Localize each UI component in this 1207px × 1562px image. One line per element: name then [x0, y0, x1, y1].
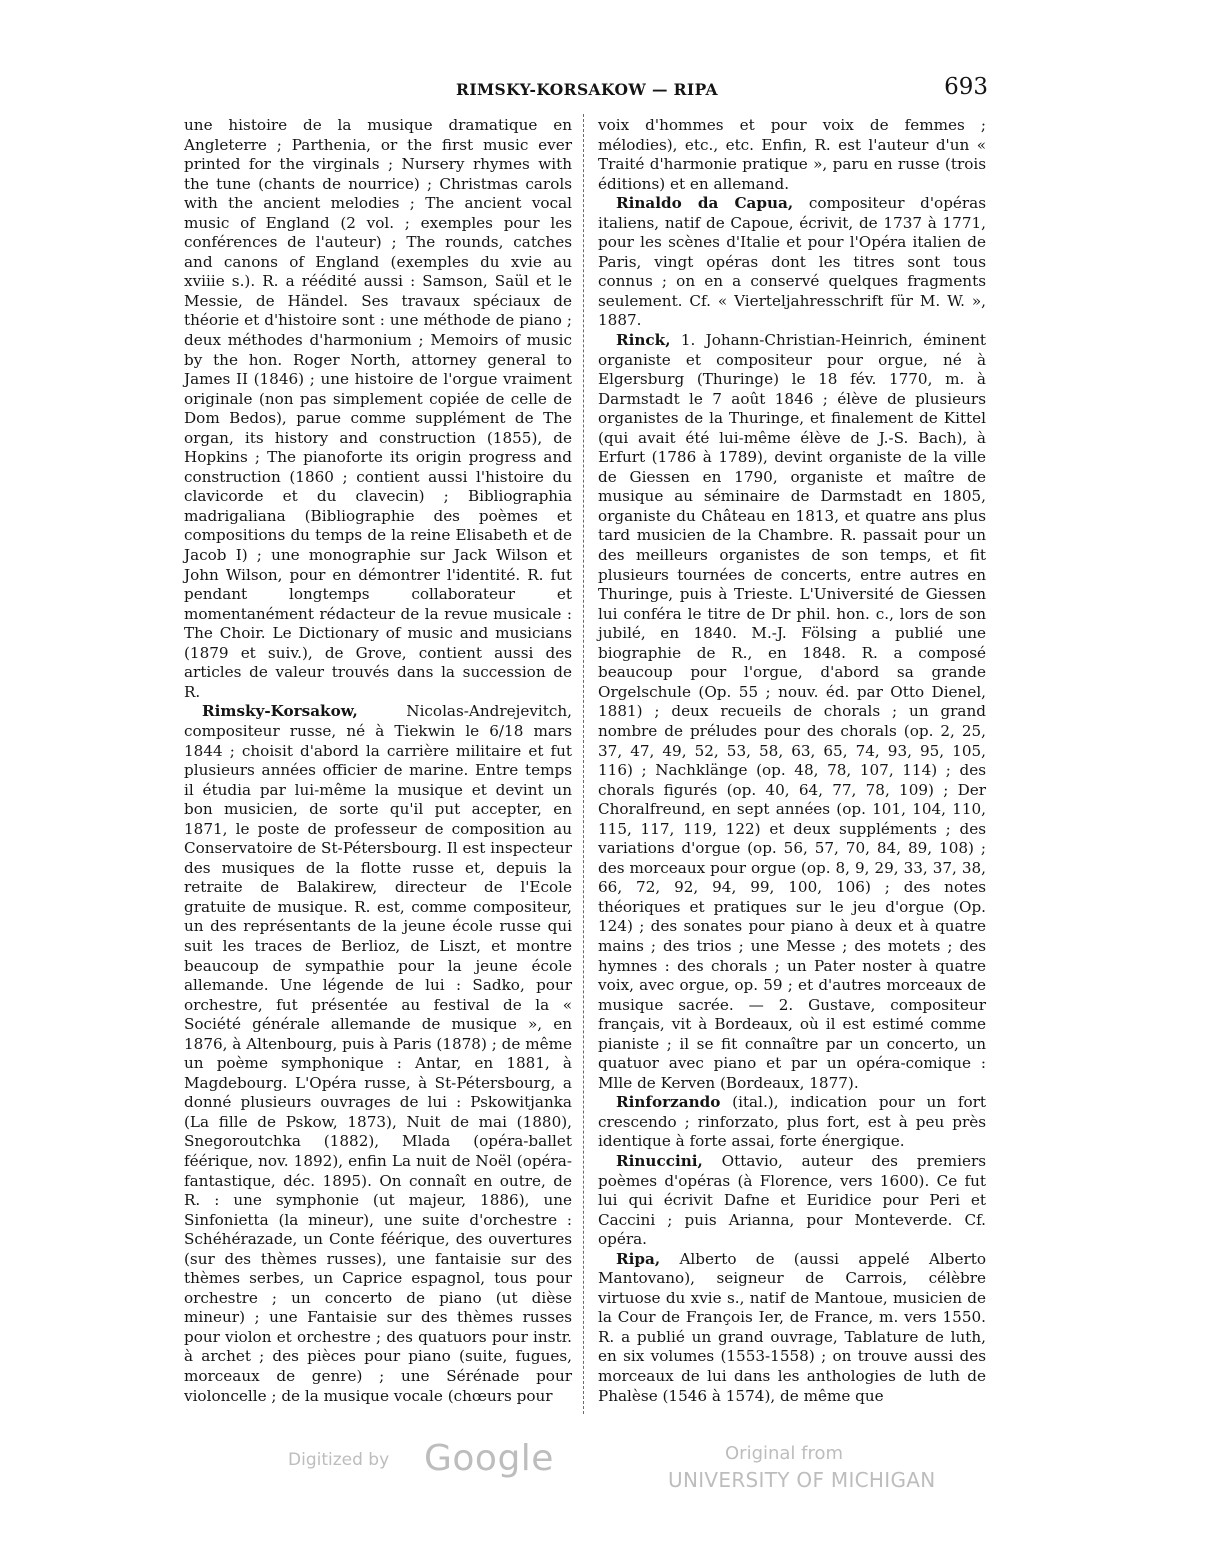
page-number: 693 — [944, 74, 988, 100]
google-logo: Google — [424, 1438, 554, 1479]
entry-rinforzando — [598, 1093, 986, 1152]
entry-text: compositeur d'opéras italiens, natif de Capoue, écrivit, de 1737 à 1771, pour les scènes d'Italie et pour l'Opéra italien de Paris, vingt opéras dont les titres sont tous connus ; on en a conservé quelques fragments seulement. Cf. « Vierteljahresschrift für M. W. », 1887. — [598, 194, 987, 330]
entry-text: Ottavio, auteur des premiers poèmes d'opéras (à Florence, vers 1600). Ce fut lui qui écrivit Dafne et Euridice pour Peri et Caccini ; puis Arianna, pour Monteverde. Cf. opéra. — [598, 1151, 986, 1249]
paragraph — [184, 116, 572, 702]
entry-headword: Rinck, — [616, 331, 671, 350]
entry-ripa — [598, 1250, 986, 1406]
entry-text: (ital.), indication pour un fort crescendo ; rinforzato, plus fort, est à peu près identique à forte assai, forte énergique. — [598, 1093, 987, 1151]
entry-rimsky-korsakow — [184, 702, 572, 1406]
entry-headword: Rimsky-Korsakow, — [202, 702, 358, 721]
original-from-label: Original from — [725, 1443, 844, 1464]
entry-headword: Rinaldo da Capua, — [616, 194, 794, 213]
entry-text: voix d'hommes et pour voix de femmes ; mélodies), etc., etc. Enfin, R. est l'auteur d'un « Traité d'harmonie pratique », paru en russe (trois éditions) et en allemand. — [598, 116, 986, 193]
entry-text: 1. Johann-Christian-Heinrich, éminent organiste et compositeur pour orgue, né à Elgersburg (Thuringe) le 18 fév. 1770, m. à Darmstadt le 7 août 1846 ; élève de plusieurs organistes de la Thuringe, et finalement de Kittel (qui avait été lui-même élève de J.-S. Bach), à Erfurt (1786 à 1789), devint organiste de la ville de Giessen en 1790, organiste et maître de musique au séminaire de Darmstadt en 1805, organiste du Château en 1813, et quatre ans plus tard musicien de la Chambre. R. passait pour un des meilleurs organistes de son temps, et fit plusieurs tournées de concerts, entre autres en Thuringe, puis à Trieste. L'Université de Giessen lui conféra le titre de Dr phil. hon. c., lors de son jubilé, en 1840. M.-J. Fölsing a publié une biographie de R., en 1848. R. a composé beaucoup pour l'orgue, d'abord sa grande Orgelschule (Op. 55 ; nouv. éd. par Otto Dienel, 1881) ; deux recueils de chorals ; un grand nombre de préludes pour des chorals (op. 2, 25, 37, 47, 49, 52, 53, 58, 63, 65, 74, 93, 95, 105, 116) ; Nachklänge (op. 48, 78, 107, 114) ; des chorals figurés (op. 40, 64, 77, 78, 109) ; Der Choralfreund, en sept années (op. 101, 104, 110, 115, 117, 119, 122) et deux suppléments ; des variations d'orgue (op. 56, 57, 70, 84, 89, 108) ; des morceaux pour orgue (op. 8, 9, 29, 33, 37, 38, 66, 72, 92, 94, 99, 100, 106) ; des notes théoriques et pratiques sur le jeu d'orgue (Op. 124) ; des sonates pour piano à deux et à quatre mains ; des trios ; une Messe ; des motets ; des hymnes : des chorals ; un Pater noster à quatre voix, avec orgue, op. 59 ; et d'autres morceaux de musique sacrée. — 2. Gustave, compositeur français, vit à Bordeaux, où il est estimé comme pianiste ; il se fit connaître par un concerto, un quatuor avec piano et par un opéra-comique : Mlle de Kerven (Bordeaux, 1877). — [598, 331, 987, 1092]
right-column — [598, 116, 986, 1406]
entry-headword: Ripa, — [616, 1249, 661, 1268]
paragraph — [598, 116, 986, 194]
left-column — [184, 116, 572, 1406]
page-header — [186, 74, 988, 104]
entry-rinck — [598, 331, 986, 1093]
entry-rinaldo-da-capua — [598, 194, 986, 331]
digitized-by-label: Digitized by — [288, 1450, 390, 1470]
entry-headword: Rinforzando — [616, 1093, 721, 1112]
entry-text: Alberto de (aussi appelé Alberto Mantovano), seigneur de Carrois, célèbre virtuose du xvie s., natif de Mantoue, musicien de la Cour de François Ier, de France, m. vers 1550. R. a publié un grand ouvrage, Tablature de luth, en six volumes (1553-1558) ; on trouve aussi des morceaux de lui dans les anthologies de luth de Phalèse (1546 à 1574), de même que — [598, 1249, 986, 1405]
entry-text: une histoire de la musique dramatique en Angleterre ; Parthenia, or the first music ever printed for the virginals ; Nursery rhymes with the tune (chants de nourrice) ; Christmas carols with the ancient melodies ; The ancient vocal music of England (2 vol. ; exemples pour les conférences de l'auteur) ; The rounds, catches and canons of England (exemples du xvie au xviiie s.). R. a réédité aussi : Samson, Saül et le Messie, de Händel. Ses travaux spéciaux de théorie et d'histoire sont : une méthode de piano ; deux méthodes d'harmonium ; Memoirs of music by the hon. Roger North, attorney general to James II (1846) ; une histoire de l'orgue vraiment originale (non pas simplement copiée de celle de Dom Bedos), parue comme supplément de The organ, its history and construction (1855), de Hopkins ; The pianoforte its origin progress and construction (1860 ; contient aussi l'histoire du clavicorde et du clavecin) ; Bibliographia madrigaliana (Bibliographie des poèmes et compositions du temps de la reine Elisabeth et de Jacob I) ; une monographie sur Jack Wilson et John Wilson, pour en démontrer l'identité. R. fut pendant longtemps collaborateur et momentanément rédacteur de la revue musicale : The Choir. Le Dictionary of music and musicians (1879 et suiv.), de Grove, contient aussi des articles de valeur trouvés dans la succession de R. — [184, 116, 572, 701]
entry-rinuccini — [598, 1152, 986, 1250]
entry-headword: Rinuccini, — [616, 1151, 703, 1170]
running-head: RIMSKY-KORSAKOW — RIPA — [456, 80, 718, 99]
column-divider — [583, 114, 584, 1414]
digitization-watermark — [0, 1438, 1207, 1498]
entry-text: Nicolas-Andrejevitch, compositeur russe, né à Tiekwin le 6/18 mars 1844 ; choisit d'abord la carrière militaire et fut plusieurs années officier de marine. Entre temps il étudia par lui-même la musique et devint un bon musicien, de sorte qu'il put accepter, en 1871, le poste de professeur de composition au Conservatoire de St-Pétersbourg. Il est inspecteur des musiques de la flotte russe et, depuis la retraite de Balakirew, directeur de l'Ecole gratuite de musique. R. est, comme compositeur, un des représentants de la jeune école russe qui suit les traces de Berlioz, de Liszt, et montre beaucoup de sympathie pour la jeune école allemande. Une légende de lui : Sadko, pour orchestre, fut présentée au festival de la « Société générale allemande de musique », en 1876, à Altenbourg, puis à Paris (1878) ; de même un poème symphonique : Antar, en 1881, à Magdebourg. L'Opéra russe, à St-Pétersbourg, a donné plusieurs ouvrages de lui : Pskowitjanka (La fille de Pskow, 1873), Nuit de mai (1880), Snegoroutchka (1882), Mlada (opéra-ballet féérique, nov. 1892), enfin La nuit de Noël (opéra-fantastique, déc. 1895). On connaît en outre, de R. : une symphonie (ut majeur, 1886), une Sinfonietta (la mineur), une suite d'orchestre : Schéhérazade, un Conte féérique, des ouvertures (sur des thèmes russes), une fantaisie sur des thèmes serbes, un Caprice espagnol, tous pour orchestre ; un concerto de piano (ut dièse mineur) ; une Fantaisie sur des thèmes russes pour violon et orchestre ; des quatuors pour instr. à archet ; des pièces pour piano (suite, fugues, morceaux de genre) ; une Sérénade pour violoncelle ; de la musique vocale (chœurs pour — [184, 702, 572, 1405]
university-label: UNIVERSITY OF MICHIGAN — [668, 1468, 936, 1492]
